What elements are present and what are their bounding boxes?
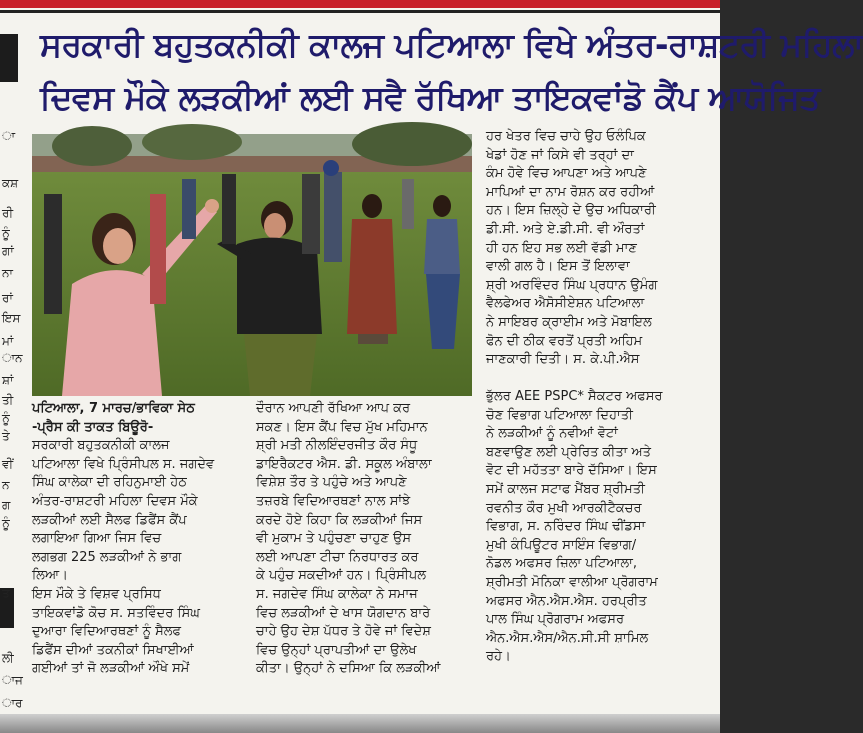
- text-line: ਕੰਮ ਹੋਵੇ ਵਿਚ ਆਪਣਾ ਅਤੇ ਆਪਣੇ: [486, 166, 647, 182]
- text-line: ਪਾਲ ਸਿੰਘ ਪ੍ਰੋਗਰਾਮ ਅਫਸਰ: [486, 612, 625, 628]
- text-line: ਨੇ ਸਾਇਬਰ ਕ੍ਰਾਈਮ ਅਤੇ ਮੋਬਾਇਲ: [486, 314, 652, 330]
- text-line: ਲਈ ਆਪਣਾ ਟੀਚਾ ਨਿਰਧਾਰਤ ਕਰ: [256, 549, 419, 565]
- text-line: ਸ. ਜਗਦੇਵ ਸਿੰਘ ਕਾਲੇਕਾ ਨੇ ਸਮਾਜ: [256, 586, 418, 602]
- strip-text-fragment: ਤੀ: [2, 393, 14, 407]
- text-line: ਅਫਸਰ ਐਨ.ਐਸ.ਐਸ. ਹਰਪ੍ਰੀਤ: [486, 593, 647, 609]
- text-line: ਨੋਡਲ ਅਫਸਰ ਜ਼ਿਲਾ ਪਟਿਆਲਾ,: [486, 556, 638, 572]
- text-line: ਖੇਡਾਂ ਹੋਣ ਜਾਂ ਕਿਸੇ ਵੀ ਤਰ੍ਹਾਂ ਦਾ: [486, 147, 634, 163]
- text-line: ਇਸ ਮੌਕੇ ਤੇ ਵਿਸ਼ਵ ਪ੍ਰਸਿਧ: [32, 586, 161, 602]
- text-line: ਵਿਸ਼ੇਸ਼ ਤੌਰ ਤੇ ਪਹੁੰਚੇ ਅਤੇ ਆਪਣੇ: [256, 475, 407, 491]
- text-line: ਮੁਖੀ ਕੰਪਿਊਟਰ ਸਾਇੰਸ ਵਿਭਾਗ/: [486, 537, 637, 553]
- text-line: ਵੀ ਮੁਕਾਮ ਤੇ ਪਹੁੰਚਣਾ ਚਾਹੁਣ ਉਸ: [256, 531, 412, 547]
- text-line: ਗਈਆਂ ਤਾਂ ਜੋ ਲੜਕੀਆਂ ਔਖੇ ਸਮੇਂ: [32, 661, 190, 677]
- text-line: ਹਰ ਖੇਤਰ ਵਿਚ ਚਾਹੇ ਉਹ ਓਲੰਪਿਕ: [486, 129, 646, 144]
- text-line: ਲੜਕੀਆਂ ਲਈ ਸੈਲਫ ਡਿਫੈਂਸ ਕੈਂਪ: [32, 512, 187, 528]
- text-line: ਲਗਾਇਆ ਗਿਆ ਜਿਸ ਵਿਚ: [32, 531, 162, 547]
- text-line: ਰਹੇ।: [486, 649, 511, 665]
- article-column-1: [32, 400, 247, 679]
- text-line: ਸਿੰਘ ਕਾਲੇਕਾ ਦੀ ਰਹਿਨੁਮਾਈ ਹੇਠ: [32, 475, 187, 491]
- text-line: ਵਾਲੀ ਗਲ ਹੈ। ਇਸ ਤੋਂ ਇਲਾਵਾ: [486, 259, 630, 275]
- text-line: ਦੁਆਰਾ ਵਿਦਿਆਰਥਣਾਂ ਨੂੰ ਸੈਲਫ: [32, 624, 182, 640]
- strip-text-fragment: ਨਾ: [2, 266, 13, 280]
- text-line: ਸਰਕਾਰੀ ਬਹੁਤਕਨੀਕੀ ਕਾਲਜ: [32, 438, 170, 454]
- strip-text-fragment: ਾਨ: [2, 351, 23, 365]
- strip-text-fragment: ਤੇ: [2, 429, 10, 443]
- article-column-right-top: [486, 128, 696, 370]
- text-line: ਡਿਫੈਂਸ ਦੀਆਂ ਤਕਨੀਕਾਂ ਸਿਖਾਈਆਂ: [32, 642, 194, 658]
- text-line: -ਪ੍ਰੈਸ ਕੀ ਤਾਕਤ ਬਿਊਰੋ-: [32, 419, 154, 435]
- page-bottom-edge: [0, 714, 720, 733]
- text-line: ਪਟਿਆਲਾ, 7 ਮਾਰਚ/ਭਾਵਿਕਾ ਸੇਠ: [32, 401, 195, 416]
- strip-text-fragment: ਰਾਂ: [2, 291, 13, 305]
- strip-text-fragment: ਲੀ: [2, 651, 14, 665]
- strip-text-fragment: ਾ: [2, 129, 16, 143]
- text-line: ਤਾਇਕਵਾਂਡੋ ਕੋਚ ਸ. ਸਤਵਿੰਦਰ ਸਿੰਘ: [32, 605, 200, 621]
- text-line: ਸ਼੍ਰੀ ਮਤੀ ਨੀਲਇੰਦਰਜੀਤ ਕੌਰ ਸੰਧੂ: [256, 438, 418, 454]
- text-line: ਤਜ਼ਰਬੇ ਵਿਦਿਆਰਥਣਾਂ ਨਾਲ ਸਾਂਝੇ: [256, 493, 411, 509]
- text-line: ਦੌਰਾਨ ਆਪਣੀ ਰੱਖਿਆ ਆਪ ਕਰ: [256, 401, 411, 416]
- strip-text-fragment: ਨ: [2, 478, 10, 492]
- text-line: ਨੇ ਲੜਕੀਆਂ ਨੂੰ ਨਵੀਆਂ ਵੋਟਾਂ: [486, 426, 618, 442]
- strip-text-fragment: ਸ਼ਾਂ: [2, 373, 14, 387]
- text-line: ਸਕਣ। ਇਸ ਕੈਂਪ ਵਿਚ ਮੁੱਖ ਮਹਿਮਾਨ: [256, 419, 428, 435]
- text-line: ਕਰਦੇ ਹੋਏ ਕਿਹਾ ਕਿ ਲੜਕੀਆਂ ਜਿਸ: [256, 512, 423, 528]
- strip-text-fragment: ਰੀ: [2, 206, 14, 220]
- strip-text-fragment: ਤ: [2, 586, 10, 600]
- text-line: ਚਾਹੇ ਉਹ ਦੇਸ਼ ਪੱਧਰ ਤੇ ਹੋਵੇ ਜਾਂ ਵਿਦੇਸ਼: [256, 624, 431, 640]
- text-line: ਕੀਤਾ। ਉਨ੍ਹਾਂ ਨੇ ਦਸਿਆ ਕਿ ਲੜਕੀਆਂ: [256, 661, 441, 677]
- article-column-3: [486, 388, 696, 667]
- strip-text-fragment: ਨੂੰ: [2, 516, 10, 530]
- headline-line-2: ਦਿਵਸ ਮੌਕੇ ਲੜਕੀਆਂ ਲਈ ਸਵੈ ਰੱਖਿਆ ਤਾਇਕਵਾਂਡੋ ਕੈਂਪ ਆਯੋਜਿਤ: [40, 78, 820, 117]
- top-red-rule: [0, 0, 720, 8]
- text-line: ਸਮੇਂ ਕਾਲਜ ਸਟਾਫ ਮੈਂਬਰ ਸ਼੍ਰੀਮਤੀ: [486, 481, 645, 497]
- strip-text-fragment: ਾਜ: [2, 673, 23, 687]
- text-line: ਹਨ। ਇਸ ਜ਼ਿਲ੍ਹੇ ਦੇ ਉਚ ਅਧਿਕਾਰੀ: [486, 203, 656, 219]
- headline-line-1: ਸਰਕਾਰੀ ਬਹੁਤਕਨੀਕੀ ਕਾਲਜ ਪਟਿਆਲਾ ਵਿਖੇ ਅੰਤਰ-ਰਾਸ਼ਟਰੀ ਮਹਿਲਾ: [40, 25, 863, 64]
- strip-text-fragment: ਕਸ਼: [2, 176, 19, 190]
- text-line: ਕੇ ਪਹੁੰਚ ਸਕਦੀਆਂ ਹਨ। ਪ੍ਰਿੰਸੀਪਲ: [256, 568, 426, 584]
- text-line: ਵਿਭਾਗ, ਸ. ਨਰਿੰਦਰ ਸਿੰਘ ਢੀਂਡਸਾ: [486, 519, 646, 535]
- text-line: ਬਣਵਾਉਣ ਲਈ ਪ੍ਰੇਰਿਤ ਕੀਤਾ ਅਤੇ: [486, 444, 652, 460]
- text-line: ਸ਼੍ਰੀਮਤੀ ਮੋਨਿਕਾ ਵਾਲੀਆ ਪ੍ਰੋਗਰਾਮ: [486, 574, 658, 590]
- text-line: ਹੀ ਹਨ ਇਹ ਸਭ ਲਈ ਵੱਡੀ ਮਾਣ: [486, 240, 637, 256]
- text-line: ਜਾਣਕਾਰੀ ਦਿਤੀ। ਸ. ਕੇ.ਪੀ.ਐਸ: [486, 352, 640, 368]
- text-line: ਵੋਟ ਦੀ ਮਹੱਤਤਾ ਬਾਰੇ ਦੱਸਿਆ। ਇਸ: [486, 463, 657, 479]
- strip-text-fragment: ਨੂੰ: [2, 226, 10, 240]
- strip-text-fragment: ਨੂੰ: [2, 411, 10, 425]
- text-line: ਭੁੱਲਰ AEE PSPC* ਸੈਕਟਰ ਅਫਸਰ: [486, 389, 663, 404]
- photo-scene: [32, 134, 472, 396]
- strip-text-fragment: ਗ: [2, 498, 11, 512]
- text-line: ਵਿਚ ਉਨ੍ਹਾਂ ਪ੍ਰਾਪਤੀਆਂ ਦਾ ਉਲੇਖ: [256, 642, 417, 658]
- strip-text-fragment: ਮਾਂ: [2, 334, 14, 348]
- text-line: ਫੋਨ ਦੀ ਠੀਕ ਵਰਤੋਂ ਪ੍ਰਤੀ ਅਹਿਮ: [486, 333, 643, 349]
- news-photo: [32, 134, 472, 396]
- text-line: ਵੈਲਫੇਅਰ ਐਸੋਸੀਏਸ਼ਨ ਪਟਿਆਲਾ: [486, 296, 645, 312]
- text-line: ਮਾਪਿਆਂ ਦਾ ਨਾਮ ਰੋਸ਼ਨ ਕਰ ਰਹੀਆਂ: [486, 184, 655, 200]
- text-line: ਚੋਣ ਵਿਭਾਗ ਪਟਿਆਲਾ ਦਿਹਾਤੀ: [486, 407, 633, 423]
- text-line: ਸ਼੍ਰੀ ਅਰਵਿੰਦਰ ਸਿੰਘ ਪ੍ਰਧਾਨ ਉਮੰਗ: [486, 277, 658, 293]
- strip-heading-block: [0, 34, 18, 82]
- text-line: ਰਵਨੀਤ ਕੌਰ ਮੁਖੀ ਆਰਕੀਟੈਕਚਰ: [486, 500, 642, 516]
- text-line: ਡਾਇਰੈਕਟਰ ਐਸ. ਡੀ. ਸਕੂਲ ਅੰਬਾਲਾ: [256, 456, 432, 472]
- article-column-2: [256, 400, 481, 679]
- text-line: ਅੰਤਰ-ਰਾਸ਼ਟਰੀ ਮਹਿਲਾ ਦਿਵਸ ਮੌਕੇ: [32, 493, 198, 509]
- top-black-rule: [0, 10, 720, 13]
- text-line: ਐਨ.ਐਸ.ਐਸ/ਐਨ.ਸੀ.ਸੀ ਸ਼ਾਮਿਲ: [486, 630, 649, 646]
- text-line: ਵਿਚ ਲੜਕੀਆਂ ਦੇ ਖਾਸ ਯੋਗਦਾਨ ਬਾਰੇ: [256, 605, 431, 621]
- strip-text-fragment: ਗਾਂ: [2, 244, 14, 258]
- strip-text-fragment: ਇਸ: [2, 311, 21, 325]
- strip-text-fragment: ਵੀਂ: [2, 457, 14, 471]
- text-line: ਲਗਭਗ 225 ਲੜਕੀਆਂ ਨੇ ਭਾਗ: [32, 549, 182, 565]
- text-line: ਡੀ.ਸੀ. ਅਤੇ ਏ.ਡੀ.ਸੀ. ਵੀ ਔਰਤਾਂ: [486, 221, 645, 237]
- text-line: ਲਿਆ।: [32, 568, 68, 584]
- strip-text-fragment: ਾਰ: [2, 696, 23, 710]
- text-line: ਪਟਿਆਲਾ ਵਿਖੇ ਪ੍ਰਿੰਸੀਪਲ ਸ. ਜਗਦੇਵ: [32, 456, 215, 472]
